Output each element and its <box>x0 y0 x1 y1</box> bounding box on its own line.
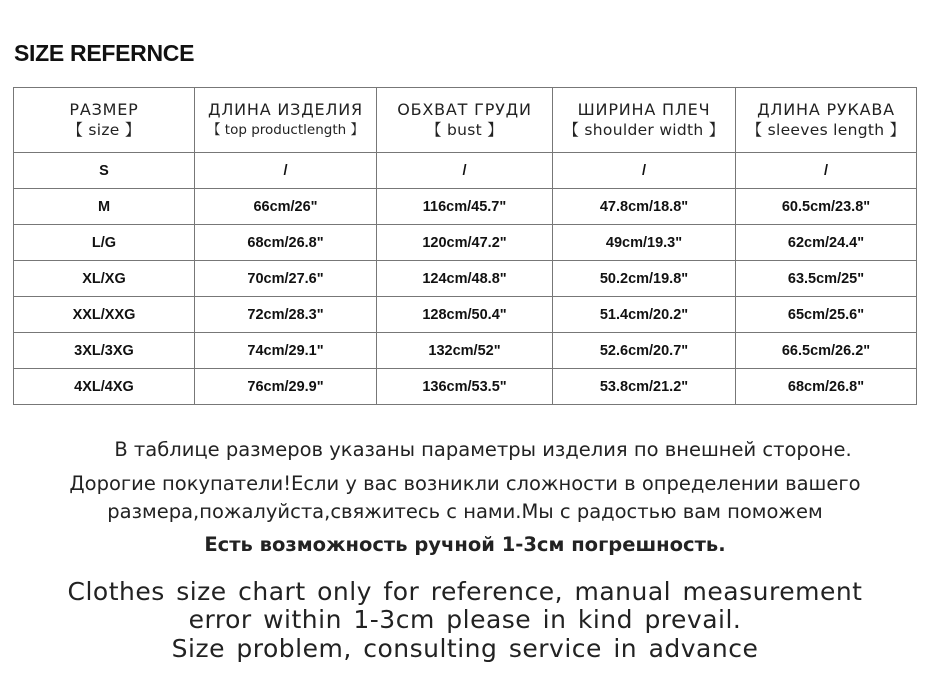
header-shoulder-ru: ШИРИНА ПЛЕЧ <box>577 100 711 119</box>
cell-sleeve: 65cm/25.6" <box>736 297 917 333</box>
table-row <box>14 297 917 333</box>
cell-bust: / <box>377 153 553 189</box>
cell-shoulder: 47.8cm/18.8" <box>553 189 736 225</box>
table-row <box>14 225 917 261</box>
header-size-en: 【 size 】 <box>67 121 141 139</box>
size-chart-table <box>13 87 917 405</box>
cell-size: 4XL/4XG <box>14 369 195 405</box>
table-row <box>14 153 917 189</box>
header-bust <box>377 88 553 153</box>
header-size <box>14 88 195 153</box>
table-row <box>14 333 917 369</box>
cell-sleeve: 63.5cm/25" <box>736 261 917 297</box>
note-en-line-1: Clothes size chart only for reference, manual measurement <box>67 577 863 606</box>
cell-length: 66cm/26" <box>195 189 377 225</box>
header-sleeve-en: 【 sleeves length 】 <box>746 121 906 139</box>
cell-sleeve: 60.5cm/23.8" <box>736 189 917 225</box>
cell-size: XL/XG <box>14 261 195 297</box>
cell-sleeve: / <box>736 153 917 189</box>
note-ru-line-3: размера,пожалуйста,свяжитесь с нами.Мы с радостью вам поможем <box>107 500 823 523</box>
cell-bust: 136cm/53.5" <box>377 369 553 405</box>
cell-length: 70cm/27.6" <box>195 261 377 297</box>
header-bust-ru: ОБХВАТ ГРУДИ <box>397 100 532 119</box>
note-en-line-2: error within 1-3cm please in kind prevail. <box>188 605 742 634</box>
table-row <box>14 369 917 405</box>
cell-size: XXL/XXG <box>14 297 195 333</box>
cell-length: 74cm/29.1" <box>195 333 377 369</box>
cell-bust: 124cm/48.8" <box>377 261 553 297</box>
cell-bust: 120cm/47.2" <box>377 225 553 261</box>
header-bust-en: 【 bust 】 <box>425 121 504 139</box>
cell-size: 3XL/3XG <box>14 333 195 369</box>
cell-shoulder: 49cm/19.3" <box>553 225 736 261</box>
cell-bust: 128cm/50.4" <box>377 297 553 333</box>
cell-length: / <box>195 153 377 189</box>
cell-size: L/G <box>14 225 195 261</box>
cell-sleeve: 62cm/24.4" <box>736 225 917 261</box>
cell-length: 72cm/28.3" <box>195 297 377 333</box>
cell-shoulder: 53.8cm/21.2" <box>553 369 736 405</box>
header-sleeve <box>736 88 917 153</box>
cell-length: 68cm/26.8" <box>195 225 377 261</box>
cell-sleeve: 68cm/26.8" <box>736 369 917 405</box>
header-length <box>195 88 377 153</box>
header-sleeve-ru: ДЛИНА РУКАВА <box>757 100 895 119</box>
cell-shoulder: 51.4cm/20.2" <box>553 297 736 333</box>
header-shoulder-en: 【 shoulder width 】 <box>563 121 725 139</box>
page-title: SIZE REFERNCE <box>14 40 195 66</box>
cell-size: M <box>14 189 195 225</box>
table-row <box>14 261 917 297</box>
note-ru-line-1: В таблице размеров указаны параметры изделия по внешней стороне. <box>114 438 852 461</box>
header-length-en: 【 top productlength 】 <box>207 122 364 138</box>
note-en-line-3: Size problem, consulting service in advance <box>171 634 759 663</box>
cell-shoulder: / <box>553 153 736 189</box>
note-ru-line-4: Есть возможность ручной 1-3см погрешность. <box>204 533 726 556</box>
cell-size: S <box>14 153 195 189</box>
cell-shoulder: 52.6cm/20.7" <box>553 333 736 369</box>
table-header-row <box>14 88 917 153</box>
cell-shoulder: 50.2cm/19.8" <box>553 261 736 297</box>
cell-sleeve: 66.5cm/26.2" <box>736 333 917 369</box>
cell-bust: 132cm/52" <box>377 333 553 369</box>
header-length-ru: ДЛИНА ИЗДЕЛИЯ <box>208 100 363 119</box>
header-shoulder <box>553 88 736 153</box>
cell-length: 76cm/29.9" <box>195 369 377 405</box>
note-ru-line-2: Дорогие покупатели!Если у вас возникли сложности в определении вашего <box>69 472 861 495</box>
header-size-ru: РАЗМЕР <box>69 100 139 119</box>
table-row <box>14 189 917 225</box>
cell-bust: 116cm/45.7" <box>377 189 553 225</box>
